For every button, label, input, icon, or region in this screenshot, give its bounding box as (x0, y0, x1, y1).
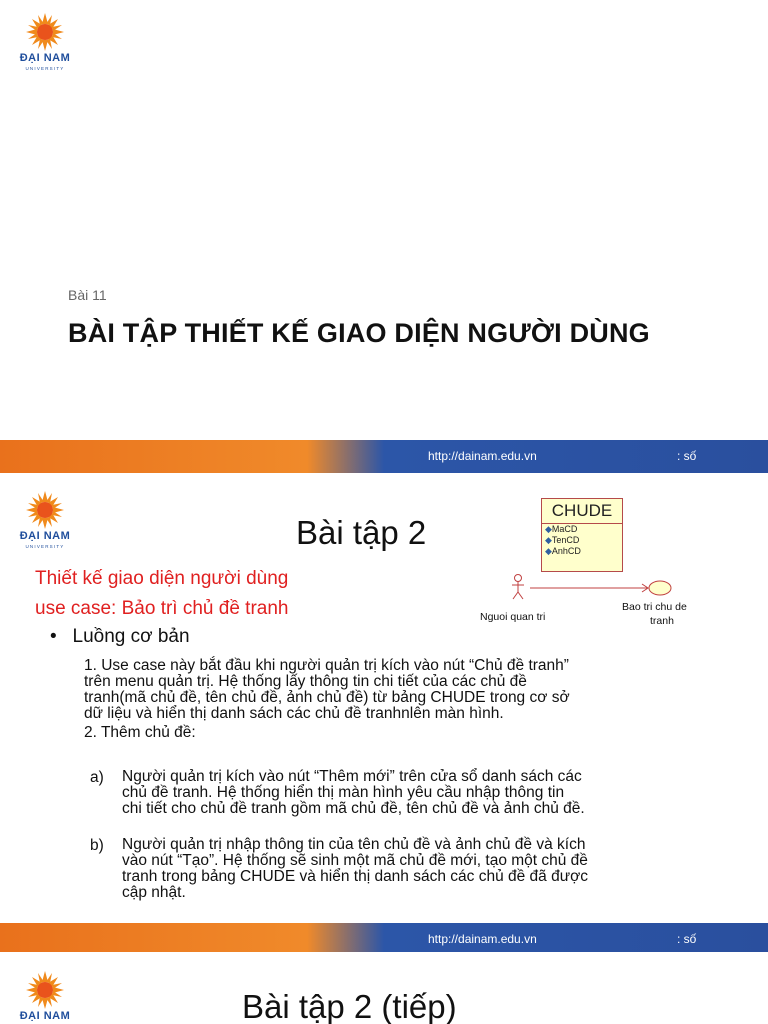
logo-name: ĐẠI NAM (19, 52, 71, 64)
bullet-basic-flow: • Luồng cơ bản (50, 626, 190, 647)
footer-url[interactable]: http://dainam.edu.vn (428, 932, 537, 946)
logo-name: ĐẠI NAM (19, 530, 71, 542)
lesson-number: Bài 11 (68, 287, 107, 303)
logo-subtitle: UNIVERSITY (25, 544, 65, 549)
university-logo (10, 12, 80, 76)
sun-logo-icon (10, 970, 80, 1010)
sun-logo-icon (10, 490, 80, 530)
key-icon: ◆ (545, 524, 552, 534)
sun-logo-icon (10, 12, 80, 52)
task-heading-line-2: use case: Bảo trì chủ đề tranh (35, 598, 289, 619)
task-heading-line-1: Thiết kế giao diện người dùng (35, 568, 289, 589)
item-b-label: b) (90, 837, 104, 854)
uml-entity-chude (541, 498, 623, 572)
logo-name: ĐẠI NAM (19, 1010, 71, 1022)
uml-attribute: ◆TenCD (545, 535, 580, 545)
uml-usecase-label-2: tranh (650, 615, 674, 627)
slide-2 (0, 482, 768, 952)
item-a-text: Người quản trị kích vào nút “Thêm mới” trên cửa sổ danh sách các chủ đề tranh. Hệ thống hiển thị màn hình yêu cầu nhập thông tin chi tiết cho chủ đề tranh gồm mã chủ đề, tên chủ đề và ảnh chủ đề. (122, 768, 585, 817)
slide-title: Bài tập 2 (296, 514, 427, 551)
footer-page-number: : số (677, 932, 697, 946)
slide-3 (0, 952, 768, 1024)
item-a-label: a) (90, 769, 104, 786)
key-icon: ◆ (545, 546, 552, 556)
uml-usecase-label-1: Bao tri chu de (622, 601, 687, 613)
university-logo (10, 490, 80, 554)
uml-usecase-diagram (500, 570, 720, 610)
footer-url[interactable]: http://dainam.edu.vn (428, 449, 537, 463)
uml-attribute: ◆MaCD (545, 524, 578, 534)
university-logo (10, 970, 80, 1024)
uml-actor-label: Nguoi quan tri (480, 611, 546, 623)
logo-subtitle: UNIVERSITY (25, 66, 65, 71)
uml-attribute: ◆AnhCD (545, 546, 581, 556)
key-icon: ◆ (545, 535, 552, 545)
item-b-text: Người quản trị nhập thông tin của tên chủ đề và ảnh chủ đề và kích vào nút “Tạo”. Hệ thống sẽ sinh một mã chủ đề mới, tạo một chủ đề tranh trong bảng CHUDE và hiển thị danh sách các chủ đề đã được cập nhật. (122, 836, 589, 901)
uml-entity-name: CHUDE (542, 499, 622, 524)
actor-icon (512, 575, 524, 600)
step-1-paragraph: 1. Use case này bắt đầu khi người quản trị kích vào nút “Chủ đề tranh” trên menu quản trị. Hệ thống lấy thông tin chi tiết của các chủ đề tranh(mã chủ đề, tên chủ đề, ảnh chủ đề) từ bảng CHUDE trong cơ sở dữ liệu và hiển thị danh sách các chủ đề tranhnlên màn hình. (84, 657, 570, 722)
usecase-ellipse-icon (649, 581, 671, 595)
slide-footer (0, 440, 768, 473)
slide-title: Bài tập 2 (tiếp) (242, 988, 457, 1024)
footer-page-number: : số (677, 449, 697, 463)
slide-title: BÀI TẬP THIẾT KẾ GIAO DIỆN NGƯỜI DÙNG (68, 318, 650, 348)
step-2-heading: 2. Thêm chủ đề: (84, 724, 196, 741)
slide-1 (0, 0, 768, 482)
slide-footer (0, 923, 768, 952)
